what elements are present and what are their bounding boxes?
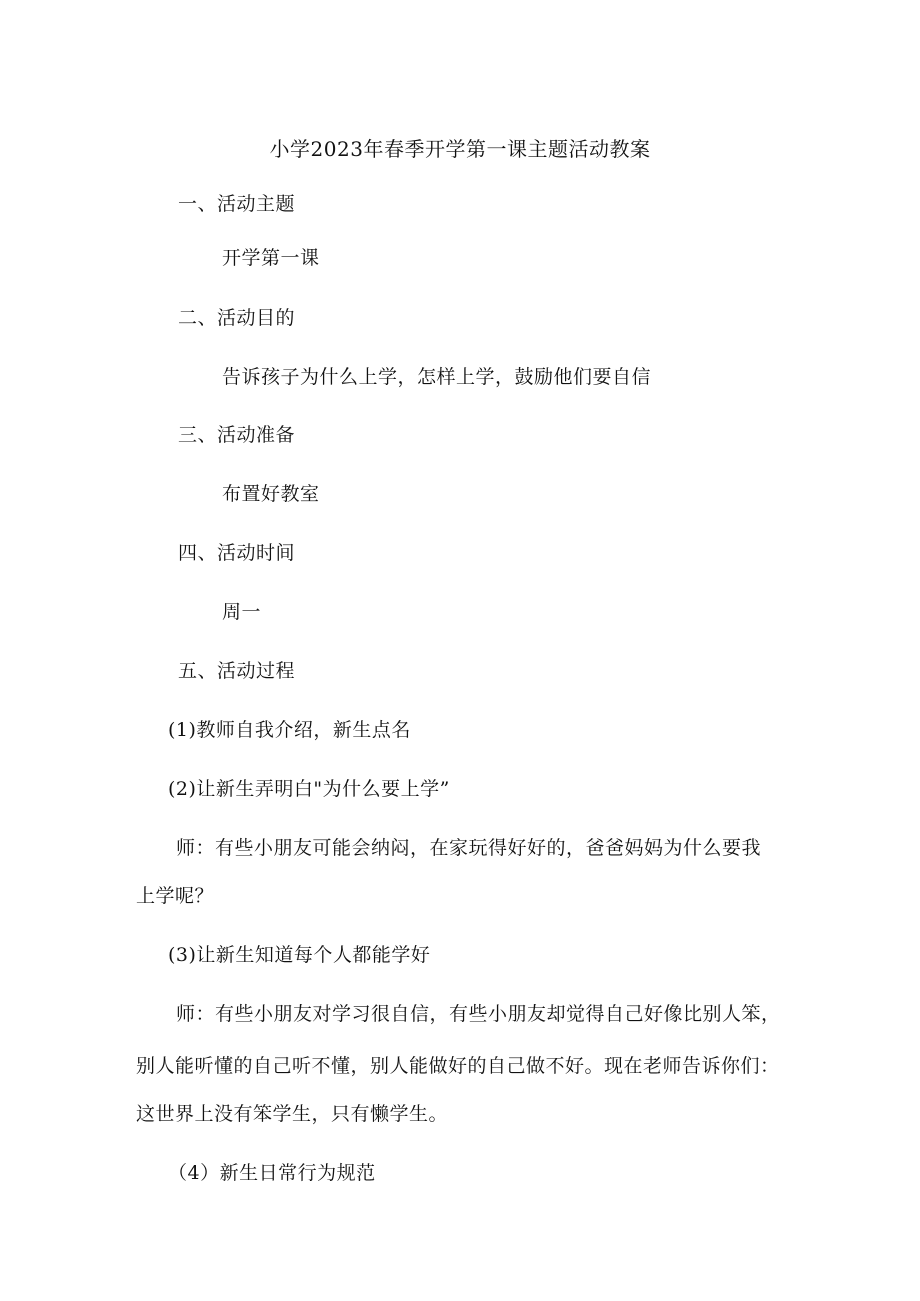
process-step-3: (3)让新生知道每个人都能学好	[168, 944, 431, 966]
section-content-preparation: 布置好教室	[222, 483, 320, 505]
process-step-4: （4）新生日常行为规范	[168, 1162, 376, 1184]
document-title: 小学2023年春季开学第一课主题活动教案	[269, 137, 651, 161]
process-step-2-paragraph-line-1: 师：有些小朋友可能会纳闷，在家玩得好好的，爸爸妈妈为什么要我	[176, 837, 762, 859]
process-step-3-paragraph-line-2: 别人能听懂的自己听不懂，别人能做好的自己做不好。现在老师告诉你们：	[136, 1055, 780, 1077]
process-step-1: (1)教师自我介绍，新生点名	[168, 719, 411, 741]
section-content-time: 周一	[222, 601, 262, 623]
section-heading-time: 四、活动时间	[178, 542, 296, 564]
section-heading-theme: 一、活动主题	[178, 193, 296, 215]
process-step-2: (2)让新生弄明白"为什么要上学”	[168, 778, 450, 800]
section-content-theme: 开学第一课	[222, 247, 320, 269]
section-heading-preparation: 三、活动准备	[178, 424, 296, 446]
process-step-2-paragraph-line-2: 上学呢？	[136, 885, 215, 907]
process-step-3-paragraph-line-3: 这世界上没有笨学生，只有懒学生。	[136, 1103, 449, 1125]
section-content-purpose: 告诉孩子为什么上学，怎样上学，鼓励他们要自信	[222, 366, 652, 388]
section-heading-process: 五、活动过程	[178, 660, 296, 682]
section-heading-purpose: 二、活动目的	[178, 307, 296, 329]
process-step-3-paragraph-line-1: 师：有些小朋友对学习很自信，有些小朋友却觉得自己好像比别人笨，	[176, 1003, 781, 1025]
